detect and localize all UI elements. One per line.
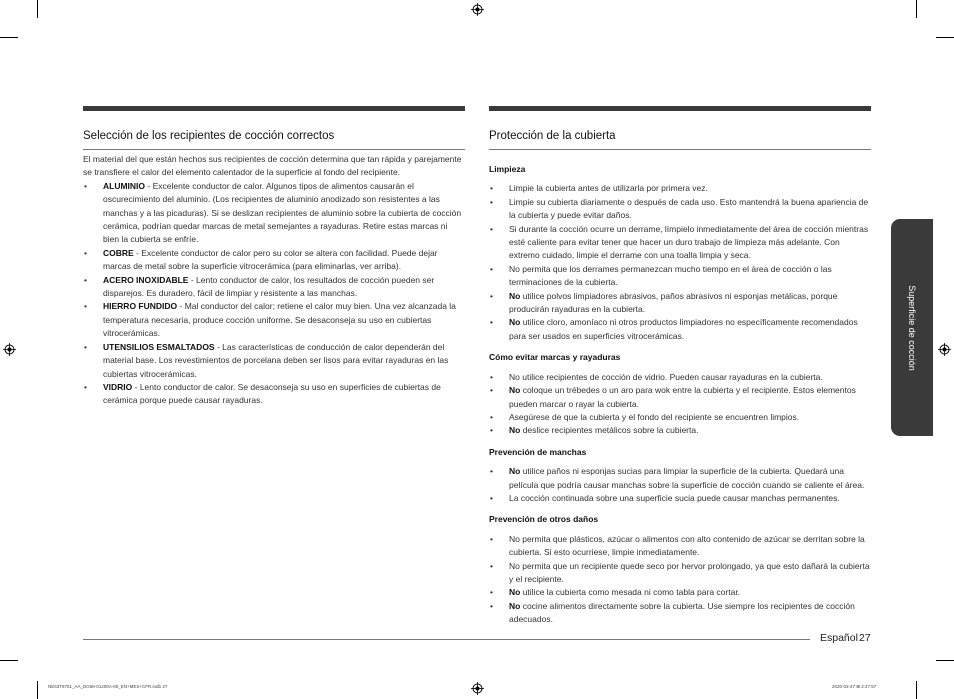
- item-text: La cocción continuada sobre una superficie sucia puede causar manchas permanentes.: [509, 492, 840, 503]
- list-item: [489, 371, 871, 384]
- crop-mark: [37, 681, 38, 699]
- bullet-icon: •: [490, 183, 493, 194]
- registration-mark-icon: [938, 343, 951, 356]
- list-item: [83, 300, 465, 340]
- heading-rule: [83, 149, 465, 150]
- item-text: - Mal conductor del calor; retiene el calor muy bien. Una vez alcanzada la temperatura necesaria, produce cocción uniforme. Se desaconseja su uso en cubiertas vitrocerámicas.: [103, 301, 456, 339]
- item-term: COBRE: [103, 247, 134, 258]
- bullet-icon: •: [490, 371, 493, 382]
- list-item: [489, 492, 871, 505]
- bullet-icon: •: [490, 385, 493, 396]
- bullet-icon: •: [490, 587, 493, 598]
- print-slug-date: 2020-03-27 ⊞ 2:47:57: [832, 684, 877, 689]
- subsection-title: Limpieza: [489, 164, 526, 174]
- item-term: No: [509, 317, 521, 328]
- bullet-icon: •: [490, 317, 493, 328]
- item-term: VIDRIO: [103, 381, 133, 392]
- chapter-tab: [891, 219, 933, 436]
- section-heading: Selección de los recipientes de cocción correctos: [83, 130, 335, 142]
- list-item: [489, 384, 871, 411]
- subsection-list: [489, 465, 871, 505]
- crop-mark: [916, 0, 917, 18]
- list-item: [489, 560, 871, 587]
- list-item: [489, 290, 871, 317]
- bullet-icon: •: [490, 492, 493, 503]
- list-item: [83, 274, 465, 301]
- right-column: [489, 106, 871, 625]
- bullet-icon: •: [490, 560, 493, 571]
- bullet-icon: •: [490, 425, 493, 436]
- item-term: No: [509, 385, 521, 396]
- item-term: No: [509, 600, 521, 611]
- item-text: utilice polvos limpiadores abrasivos, paños abrasivos ni esponjas metálicas, porque producirán rayaduras en la cubierta.: [509, 290, 838, 315]
- bullet-icon: •: [490, 196, 493, 207]
- section-body: [489, 163, 871, 627]
- bullet-icon: •: [84, 341, 87, 352]
- left-column: [83, 106, 465, 406]
- item-text: Si durante la cocción ocurre un derrame, límpielo inmediatamente del área de cocción mientras esté caliente para evitar tener que hacer un duro trabajo de limpieza más adelante. Con extremo cuidado, limpie el derrame con una toalla limpia y seca.: [509, 223, 869, 261]
- subsection-title: Cómo evitar marcas y rayaduras: [489, 352, 621, 363]
- intro-paragraph: El material del que están hechos sus recipientes de cocción determina que tan rápida y parejamente se transfiere el calor del elemento calentador de la superficie al fondo del recipiente.: [83, 154, 462, 178]
- list-item: [489, 223, 871, 263]
- subsection-title: Prevención de otros daños: [489, 514, 599, 525]
- bullet-icon: •: [84, 301, 87, 312]
- subsection-list: [489, 533, 871, 627]
- bullet-icon: •: [490, 600, 493, 611]
- item-term: ALUMINIO: [103, 180, 146, 191]
- item-text: Limpie la cubierta antes de utilizarla por primera vez.: [509, 183, 708, 194]
- item-term: No: [509, 425, 521, 436]
- crop-mark: [0, 37, 18, 38]
- item-text: Limpie su cubierta diariamente o después de cada uso. Esto mantendrá la buena apariencia de la cubierta y puede evitar daños.: [509, 196, 869, 221]
- subsection-list: [489, 371, 871, 438]
- bullet-icon: •: [84, 180, 87, 191]
- list-item: [489, 263, 871, 290]
- list-item: [489, 465, 871, 492]
- page-number: 27: [859, 632, 871, 644]
- section-heading: Protección de la cubierta: [489, 130, 616, 142]
- list-item: [489, 424, 871, 437]
- heading-rule: [489, 149, 871, 150]
- list-item: [489, 533, 871, 560]
- crop-mark: [37, 0, 38, 18]
- item-text: utilice paños ni esponjas sucias para limpiar la superficie de la cubierta. Quedará una película que podría causar manchas sobre la superficie de cocción cuando se caliente el área.: [509, 466, 865, 490]
- item-term: No: [509, 466, 521, 477]
- item-text: - Excelente conductor de calor pero su color se altera con facilidad. Puede dejar marcas de metal sobre la superficie vitrocerámica (para eliminarlas, ver arriba).: [103, 247, 438, 272]
- bullet-icon: •: [490, 290, 493, 301]
- list-item: [83, 381, 465, 408]
- item-text: deslice recipientes metálicos sobre la cubierta.: [520, 425, 699, 436]
- section-bar: [83, 106, 465, 111]
- bullet-icon: •: [84, 247, 87, 258]
- registration-mark-icon: [471, 682, 484, 695]
- list-item: [489, 182, 871, 195]
- crop-mark: [936, 660, 954, 661]
- registration-mark-icon: [3, 343, 16, 356]
- item-term: UTENSILIOS ESMALTADOS: [103, 341, 215, 352]
- list-item: [489, 586, 871, 599]
- list-item: [83, 341, 465, 381]
- crop-mark: [0, 660, 18, 661]
- footer-language: Español: [820, 632, 858, 644]
- item-text: - Excelente conductor de calor. Algunos tipos de alimentos causarán el oscurecimiento del aluminio. (Los recipientes de aluminio anodizado son resistentes a las manchas y a las picaduras). Si se deslizan recipientes de aluminio sobre la cubierta de cocción cerámica, podrían quedar marcas de metal semejantes a rayaduras. Retire estas marcas ni bien la cubierta se enfríe.: [103, 180, 462, 245]
- bullet-icon: •: [490, 411, 493, 422]
- print-slug-file: NE63T8751_AA_DG68-01200A-00_EN+MES+CFR.indb 27: [48, 684, 168, 689]
- section-bar: [489, 106, 871, 111]
- bullet-icon: •: [490, 263, 493, 274]
- bullet-icon: •: [490, 533, 493, 544]
- registration-mark-icon: [471, 3, 484, 16]
- subsection-title: Prevención de manchas: [489, 446, 587, 457]
- item-text: - Lento conductor de calor, los resultados de cocción pueden ser disparejos. Es duradero, fácil de limpiar y resistente a las manchas.: [103, 274, 435, 299]
- item-term: ACERO INOXIDABLE: [103, 274, 189, 285]
- bullet-icon: •: [490, 466, 493, 477]
- item-text: No permita que un recipiente quede seco por hervor prolongado, ya que esto dañará la cubierta y el recipiente.: [509, 560, 870, 584]
- item-text: utilice cloro, amoníaco ni otros productos limpiadores no específicamente recomendados para ser usados en superficies vitrocerámicas.: [509, 317, 858, 341]
- footer-rule: [83, 639, 810, 640]
- item-text: coloque un trébedes o un aro para wok entre la cubierta y el recipiente. Estos elementos pueden marcar o rayar la cubierta.: [509, 385, 856, 409]
- item-text: utilice la cubierta como mesada ni como tabla para cortar.: [520, 587, 741, 598]
- subsection-list: [489, 182, 871, 343]
- chapter-tab-label: Superficie de cocción: [907, 284, 917, 371]
- bullet-icon: •: [490, 223, 493, 234]
- item-text: No permita que plásticos, azúcar o alimentos con alto contenido de azúcar se derritan sobre la cubierta. Si esto ocurriese, limpie inmediatamente.: [509, 533, 865, 558]
- item-text: cocine alimentos directamente sobre la cubierta. Use siempre los recipientes de cocción adecuados.: [509, 600, 855, 625]
- item-term: No: [509, 587, 521, 598]
- item-text: - Las características de conducción de calor dependerán del material base. Los revestimientos de porcelana deben ser lisos para evitar rayaduras en las cubiertas vitrocerámicas.: [103, 341, 449, 379]
- bullet-icon: •: [84, 274, 87, 285]
- item-text: No permita que los derrames permanezcan mucho tiempo en el área de cocción o las terminaciones de la cubierta.: [509, 263, 832, 288]
- list-item: [489, 411, 871, 424]
- list-item: [83, 247, 465, 274]
- item-text: No utilice recipientes de cocción de vidrio. Pueden causar rayaduras en la cubierta.: [509, 371, 823, 382]
- list-item: [489, 316, 871, 343]
- list-item: [83, 180, 465, 247]
- bullet-icon: •: [84, 381, 87, 392]
- crop-mark: [916, 681, 917, 699]
- item-term: HIERRO FUNDIDO: [103, 301, 178, 312]
- section-body: [83, 153, 465, 408]
- crop-mark: [936, 37, 954, 38]
- list-item: [489, 600, 871, 627]
- item-text: - Lento conductor de calor. Se desaconseja su uso en superficies de cubiertas de cerámica porque puede causar rayaduras.: [103, 381, 441, 406]
- item-text: Asegúrese de que la cubierta y el fondo del recipiente se encuentren limpios.: [509, 411, 800, 422]
- list-item: [489, 196, 871, 223]
- item-term: No: [509, 290, 521, 301]
- material-list: [83, 180, 465, 408]
